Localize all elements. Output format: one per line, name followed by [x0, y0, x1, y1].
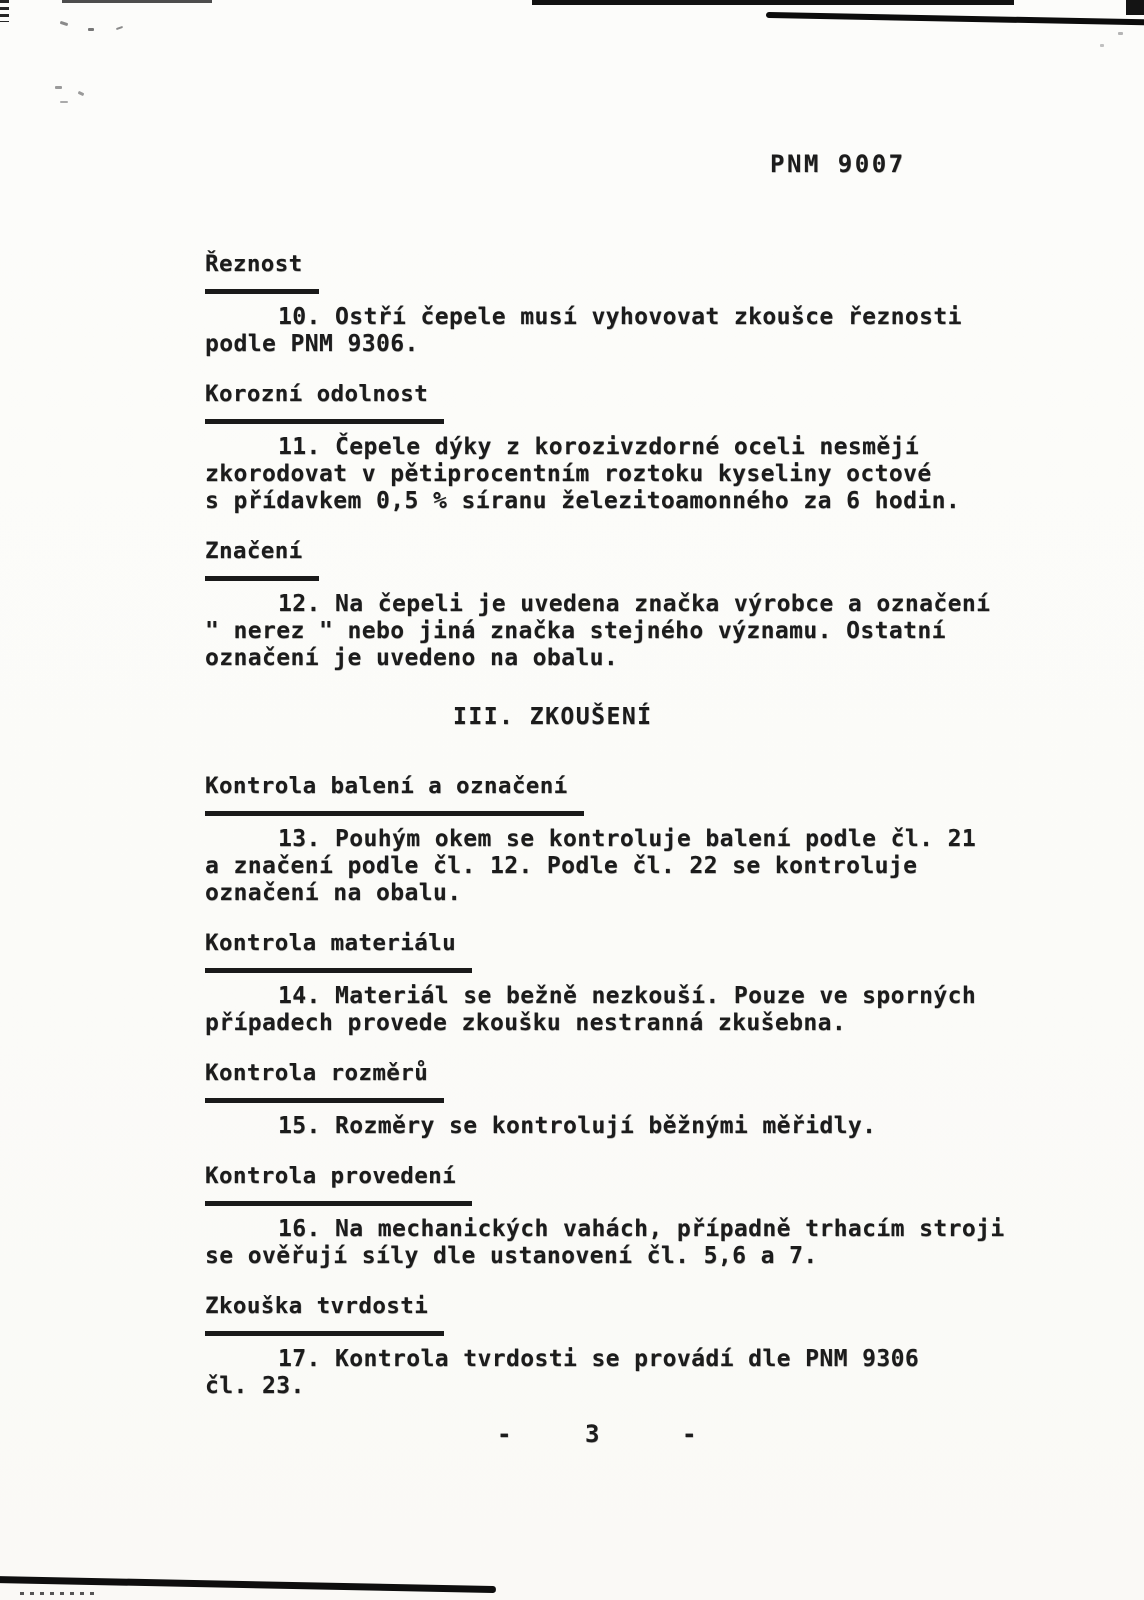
scan-mark-top-line-center	[532, 0, 1014, 5]
paragraph-line: označení na obalu.	[205, 880, 462, 906]
paragraph-14	[205, 983, 977, 1037]
paragraph-line: 15. Rozměry se kontrolují běžnými měřidly.	[278, 1113, 877, 1139]
paragraph-line: označení je uvedeno na obalu.	[205, 645, 619, 671]
scan-speck	[1118, 32, 1123, 35]
paragraph-16	[205, 1216, 1005, 1270]
paragraph-15	[205, 1113, 973, 1140]
section-kontrola-baleni	[205, 762, 977, 907]
paragraph-line: s přídavkem 0,5 % síranu železitoamonného za 6 hodin.	[205, 488, 961, 514]
footer-right-dash: -	[682, 1420, 697, 1448]
section-reznost	[205, 240, 973, 358]
section-heading-row	[205, 240, 973, 294]
section-heading: Značení	[205, 536, 319, 581]
scan-speck	[60, 101, 68, 103]
paragraph-line: čl. 23.	[205, 1373, 305, 1399]
paragraph-line: 12. Na čepeli je uvedena značka výrobce a označení	[278, 591, 991, 617]
section-heading: Kontrola balení a označení	[205, 771, 584, 816]
section-korozni-odolnost	[205, 370, 973, 515]
scan-mark-top-line-right	[766, 12, 1144, 25]
paragraph-17	[205, 1346, 973, 1400]
section-heading: Řeznost	[205, 249, 319, 294]
paragraph-line: zkorodovat v pětiprocentním roztoku kyseliny octové	[205, 461, 932, 487]
paragraph-line: a značení podle čl. 12. Podle čl. 22 se kontroluje	[205, 853, 918, 879]
section-heading-row	[205, 1049, 973, 1103]
section-heading: Kontrola materiálu	[205, 928, 472, 973]
section-heading: Korozní odolnost	[205, 379, 444, 424]
footer-left-dash: -	[497, 1420, 512, 1448]
paragraph-line: 16. Na mechanických vahách, případně trhacím stroji	[278, 1216, 1005, 1242]
section-heading-row	[205, 1152, 973, 1206]
chapter-heading: III. ZKOUŠENÍ	[453, 704, 653, 730]
scan-speck	[88, 28, 94, 31]
section-heading-row	[205, 370, 973, 424]
scan-speck	[78, 91, 85, 96]
section-heading-row	[205, 527, 973, 581]
paragraph-line: se ověřují síly dle ustanovení čl. 5,6 a 7.	[205, 1243, 818, 1269]
section-heading-row	[205, 919, 973, 973]
section-heading: Kontrola provedení	[205, 1161, 472, 1206]
document-body	[205, 240, 1005, 1400]
paragraph-11	[205, 434, 973, 515]
paragraph-line: 13. Pouhým okem se kontroluje balení podle čl. 21	[278, 826, 977, 852]
scan-speck	[1100, 44, 1104, 47]
paragraph-line: 14. Materiál se bežně nezkouší. Pouze ve sporných	[278, 983, 977, 1009]
paragraph-13	[205, 826, 977, 907]
page-number: 3	[585, 1420, 600, 1448]
paragraph-line: 17. Kontrola tvrdosti se provádí dle PNM 9306	[278, 1346, 920, 1372]
paragraph-line: " nerez " nebo jiná značka stejného významu. Ostatní	[205, 618, 946, 644]
scan-speck	[55, 86, 62, 89]
paragraph-line: 11. Čepele dýky z korozivzdorné oceli nesmějí	[278, 434, 920, 460]
scan-mark-bottom-line	[0, 1576, 496, 1593]
section-zkouska-tvrdosti	[205, 1282, 973, 1400]
scan-mark-top-left-corner	[0, 0, 9, 22]
scan-mark-bottom-dots	[20, 1592, 94, 1595]
section-heading: Kontrola rozměrů	[205, 1058, 444, 1103]
section-heading-row	[205, 762, 973, 816]
scan-mark-top-right-block	[1126, 0, 1144, 15]
paragraph-10	[205, 304, 973, 358]
scan-speck	[60, 21, 69, 26]
section-kontrola-materialu	[205, 919, 977, 1037]
paragraph-line: podle PNM 9306.	[205, 331, 419, 357]
scan-mark-top-line-left	[62, 0, 212, 3]
section-znaceni	[205, 527, 991, 672]
scan-speck	[116, 26, 123, 30]
section-heading-row	[205, 1282, 973, 1336]
section-kontrola-rozmeru	[205, 1049, 973, 1140]
paragraph-12	[205, 591, 991, 672]
paragraph-line: případech provede zkoušku nestranná zkušebna.	[205, 1010, 847, 1036]
section-kontrola-provedeni	[205, 1152, 1005, 1270]
doc-number: PNM 9007	[770, 150, 906, 178]
section-heading: Zkouška tvrdosti	[205, 1291, 444, 1336]
paragraph-line: 10. Ostří čepele musí vyhovovat zkoušce řeznosti	[278, 304, 962, 330]
